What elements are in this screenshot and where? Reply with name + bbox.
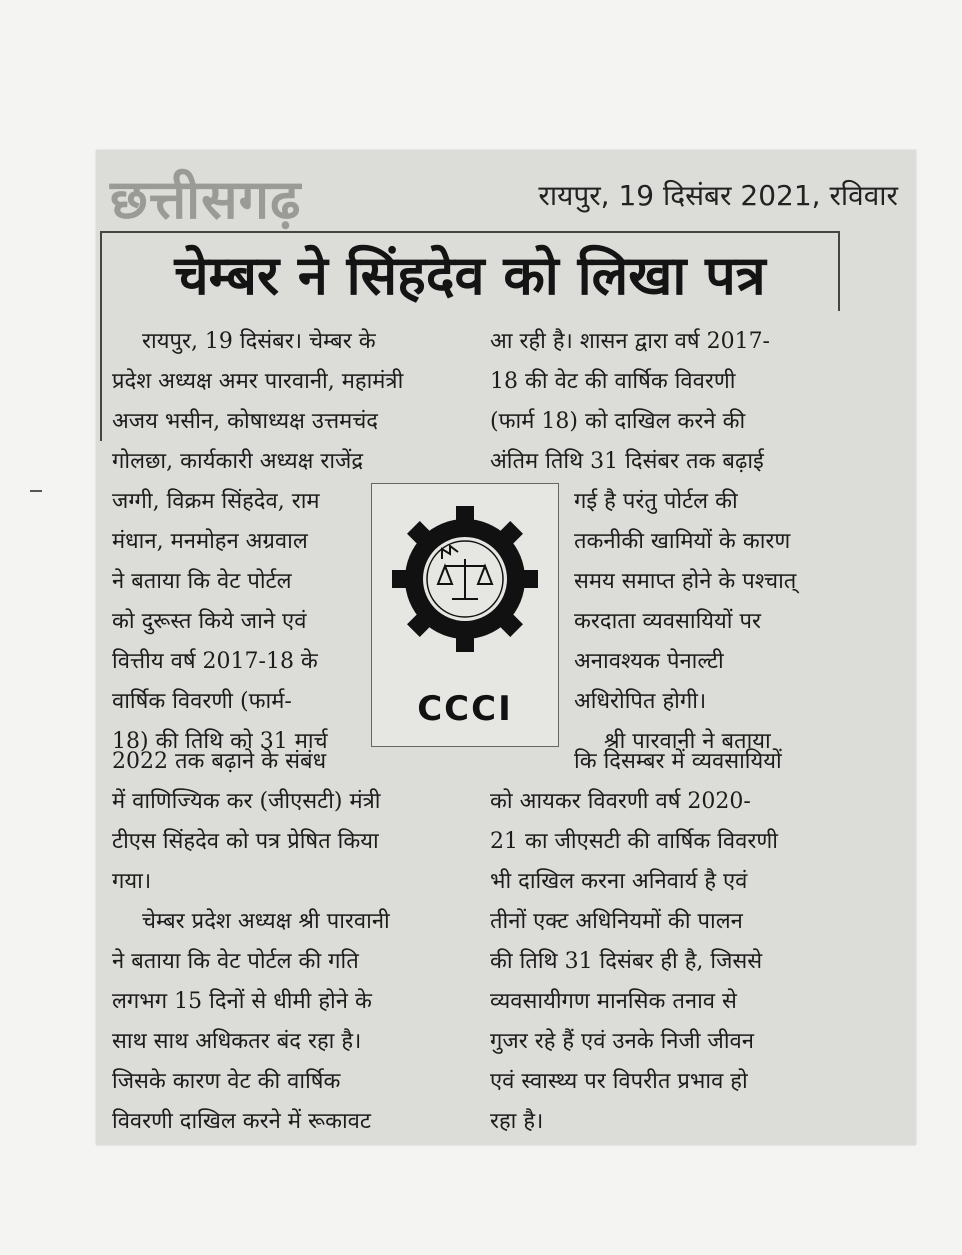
text-line: की तिथि 31 दिसंबर ही है, जिससे: [490, 949, 763, 974]
text-line: वित्तीय वर्ष 2017-18 के: [112, 649, 318, 674]
text-line: विवरणी दाखिल करने में रूकावट: [112, 1109, 371, 1134]
text-line: ने बताया कि वेट पोर्टल: [112, 569, 292, 594]
masthead: [108, 160, 898, 230]
text-line: मंधान, मनमोहन अग्रवाल: [112, 529, 308, 554]
text-line: गुजर रहे हैं एवं उनके निजी जीवन: [490, 1029, 754, 1054]
article-headline: चेम्बर ने सिंहदेव को लिखा पत्र: [174, 244, 766, 307]
left-column-bottom: [112, 742, 457, 1142]
box-rule-top: [100, 231, 840, 233]
text-line: श्री पारवानी ने बताया: [604, 729, 771, 754]
text-line: अजय भसीन, कोषाध्यक्ष उत्तमचंद: [112, 409, 378, 434]
text-line: करदाता व्यवसायियों पर: [574, 609, 761, 634]
text-line: अधिरोपित होगी।: [574, 689, 707, 714]
text-line: एवं स्वास्थ्य पर विपरीत प्रभाव हो: [490, 1069, 748, 1094]
text-line: को आयकर विवरणी वर्ष 2020-: [490, 789, 751, 814]
text-line: चेम्बर प्रदेश अध्यक्ष श्री पारवानी: [142, 909, 390, 934]
text-line: अनावश्यक पेनाल्टी: [574, 649, 724, 674]
text-line: आ रही है। शासन द्वारा वर्ष 2017-: [490, 329, 770, 354]
text-line: वार्षिक विवरणी (फार्म-: [112, 689, 292, 714]
text-line: को दुरूस्त किये जाने एवं: [112, 609, 307, 634]
text-line: गया।: [112, 869, 152, 894]
text-line: तीनों एक्ट अधिनियमों की पालन: [490, 909, 743, 934]
right-column-top: [490, 322, 845, 482]
text-line: जग्गी, विक्रम सिंहदेव, राम: [112, 489, 320, 514]
text-line: साथ साथ अधिकतर बंद रहा है।: [112, 1029, 362, 1054]
text-line: जिसके कारण वेट की वार्षिक: [112, 1069, 341, 1094]
text-line: रहा है।: [490, 1109, 544, 1134]
text-line: (फार्म 18) को दाखिल करने की: [490, 409, 746, 434]
text-line: लगभग 15 दिनों से धीमी होने के: [112, 989, 372, 1014]
text-line: 21 का जीएसटी की वार्षिक विवरणी: [490, 829, 778, 854]
text-line: व्यवसायीगण मानसिक तनाव से: [490, 989, 737, 1014]
text-line: अंतिम तिथि 31 दिसंबर तक बढ़ाई: [490, 449, 764, 474]
text-line: 18 की वेट की वार्षिक विवरणी: [490, 369, 736, 394]
text-line: गोलछा, कार्यकारी अध्यक्ष राजेंद्र: [112, 449, 364, 474]
text-line: टीएस सिंहदेव को पत्र प्रेषित किया: [112, 829, 379, 854]
text-line: में वाणिज्यिक कर (जीएसटी) मंत्री: [112, 789, 381, 814]
text-line: भी दाखिल करना अनिवार्य है एवं: [490, 869, 748, 894]
logo-text: CCCI: [417, 689, 513, 729]
box-rule-left: [100, 231, 102, 441]
text-line: कि दिसम्बर में व्यवसायियों: [574, 749, 782, 774]
right-column-bottom: [490, 742, 845, 1142]
left-column-middle: [112, 482, 374, 762]
right-column-middle: [574, 482, 844, 762]
text-line: प्रदेश अध्यक्ष अमर पारवानी, महामंत्री: [112, 369, 404, 394]
text-line: 2022 तक बढ़ाने के संबंध: [112, 749, 327, 774]
text-line: ने बताया कि वेट पोर्टल की गति: [112, 949, 359, 974]
box-rule-right: [838, 231, 840, 311]
newspaper-name: छत्तीसगढ़: [110, 168, 302, 231]
text-line: 18) की तिथि को 31 मार्च: [112, 729, 328, 754]
text-line: तकनीकी खामियों के कारण: [574, 529, 791, 554]
ccci-logo-box: [371, 483, 559, 747]
left-column-top: [112, 322, 457, 482]
ccci-gear-logo-icon: [390, 504, 540, 654]
stray-mark: [30, 490, 42, 492]
text-line: समय समाप्त होने के पश्चात्: [574, 569, 797, 594]
text-line: रायपुर, 19 दिसंबर। चेम्बर के: [142, 329, 376, 354]
text-line: गई है परंतु पोर्टल की: [574, 489, 738, 514]
dateline: रायपुर, 19 दिसंबर 2021, रविवार: [538, 179, 898, 212]
